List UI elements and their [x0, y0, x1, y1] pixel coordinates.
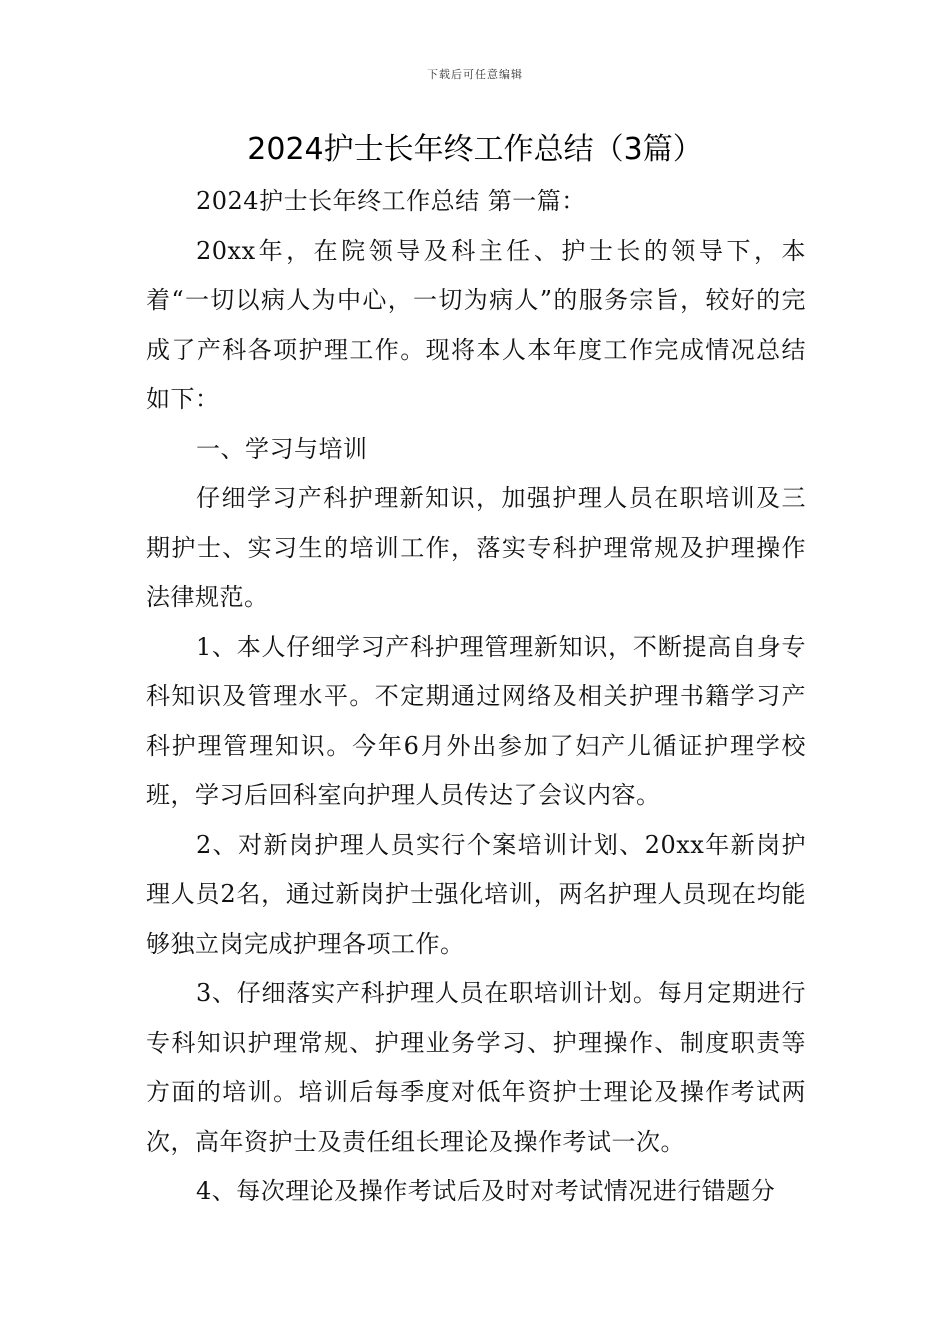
- paragraph: 3、仔细落实产科护理人员在职培训计划。每月定期进行专科知识护理常规、护理业务学习、护理操作、制度职责等方面的培训。培训后每季度对低年资护士理论及操作考试两次，高年资护士及责任组长理论及操作考试一次。: [146, 979, 806, 1156]
- paragraph: 2、对新岗护理人员实行个案培训计划、20xx年新岗护理人员2名，通过新岗护士强化培训，两名护理人员现在均能够独立岗完成护理各项工作。: [146, 830, 806, 958]
- section-heading: 一、学习与培训: [196, 434, 368, 463]
- paragraph: 仔细学习产科护理新知识，加强护理人员在职培训及三期护士、实习生的培训工作，落实专科护理常规及护理操作法律规范。: [146, 484, 806, 611]
- paragraph: 1、本人仔细学习产科护理管理新知识，不断提高自身专科知识及管理水平。不定期通过网络及相关护理书籍学习产科护理管理知识。今年6月外出参加了妇产儿循证护理学校班，学习后回科室向护理人员传达了会议内容。: [146, 632, 806, 809]
- header-note: 下载后可任意编辑: [427, 68, 523, 81]
- paragraph: 4、每次理论及操作考试后及时对考试情况进行错题分: [196, 1177, 776, 1205]
- document-title: 2024护士长年终工作总结（3篇）: [247, 132, 703, 167]
- document-body: [146, 177, 806, 1217]
- section-heading: 2024护士长年终工作总结 第一篇：: [196, 187, 586, 215]
- paragraph: 20xx年，在院领导及科主任、护士长的领导下，本着“一切以病人为中心，一切为病人”的服务宗旨，较好的完成了产科各项护理工作。现将本人本年度工作完成情况总结如下：: [146, 236, 806, 413]
